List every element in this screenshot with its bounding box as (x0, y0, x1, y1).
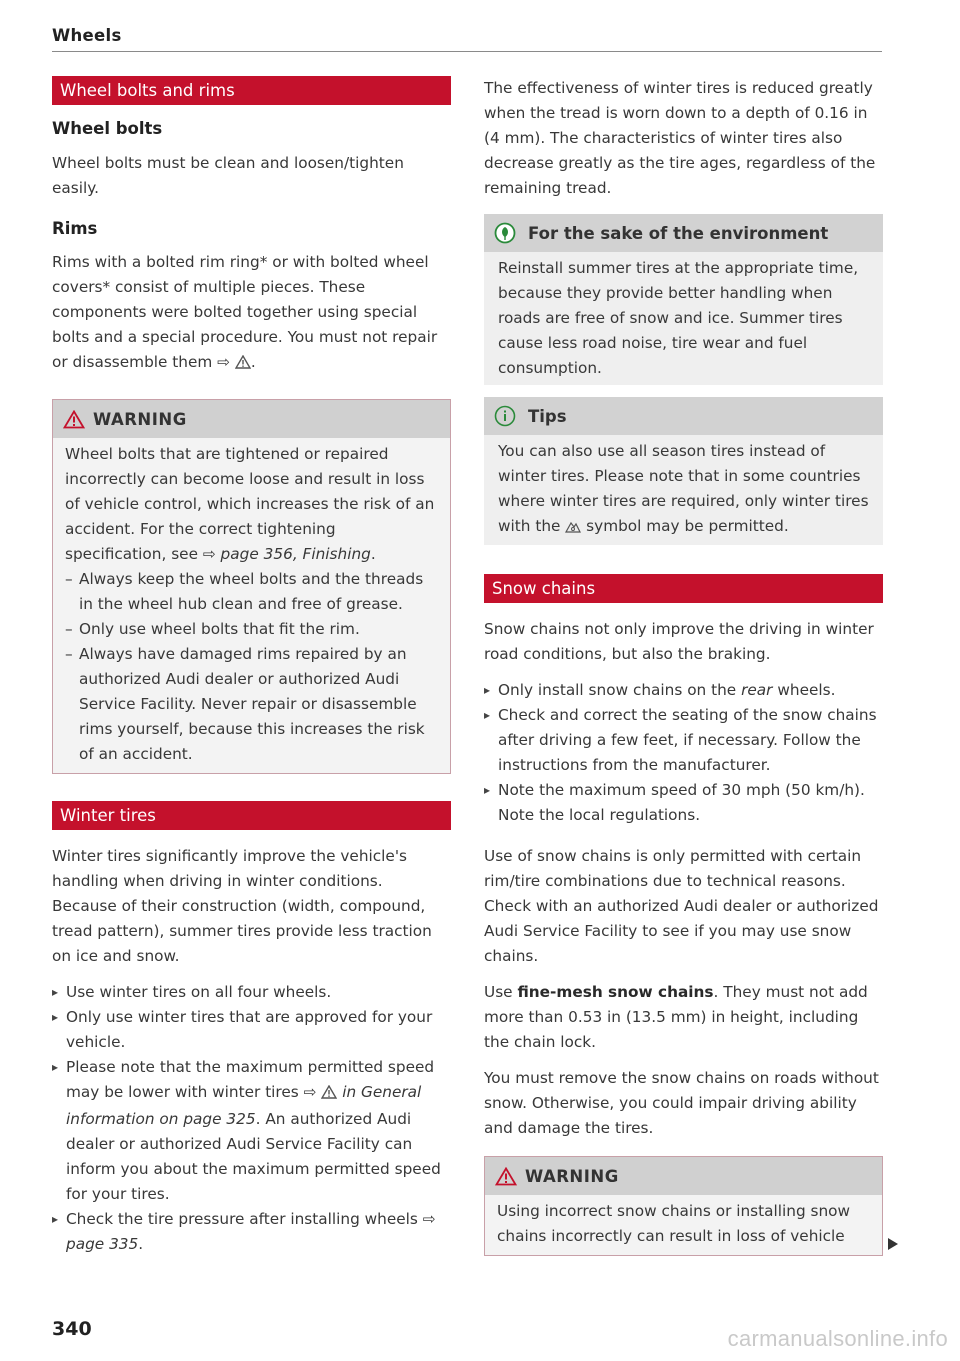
fine-mesh-bold: fine-mesh snow chains (517, 983, 714, 1001)
section-title-snow-chains: Snow chains (484, 574, 883, 603)
wheel-bolts-text: Wheel bolts must be clean and loosen/tighten easily. (52, 154, 404, 197)
list-item (52, 1207, 451, 1257)
tips-text-pre: You can also use all season tires instead of winter tires. Please note that in some countries where winter tires are required, only winter tires with the (498, 442, 869, 535)
list-item-text: . An authorized Audi dealer or authorized Audi Service Facility can inform you about the maximum permitted speed for your tires. (66, 1110, 441, 1203)
warning-ref-icon[interactable] (235, 352, 251, 377)
list-item (484, 678, 883, 703)
subheading-wheel-bolts: Wheel bolts (52, 119, 163, 138)
warning-intro-text: Wheel bolts that are tightened or repaired incorrectly can become loose and result in loss of vehicle control, which increases the risk of an accident. For the correct tightening specification, see (65, 445, 435, 563)
rims-text-end: . (250, 353, 256, 371)
warning-list (65, 567, 438, 767)
warning-header (53, 400, 450, 438)
list-item-text: wheels. (777, 681, 836, 699)
warning-intro-end: . (370, 545, 376, 563)
fine-mesh-text-pre: Use (484, 983, 513, 1001)
subheading-rims: Rims (52, 219, 98, 238)
remove-chains-text: You must remove the snow chains on roads without snow. Otherwise, you could impair driving ability and damage the tires. (484, 1069, 879, 1137)
list-item: ▸ Only use winter tires that are approved for your vehicle. (52, 1005, 451, 1055)
page-ref-link[interactable]: in General information on page 325 (66, 1083, 422, 1128)
tips-title: Tips (528, 406, 567, 426)
rims-text-body: Rims with a bolted rim ring* or with bolted wheel covers* consist of multiple pieces. These components were bolted together using special bolts and a special procedure. You must not repair or disassemble them ⇨ (52, 253, 438, 371)
info-icon (494, 405, 516, 427)
header-divider (52, 51, 882, 52)
environment-leaf-icon (494, 222, 516, 244)
warning-label: WARNING (93, 409, 187, 429)
page-ref-link[interactable]: ⇨ page 335 (66, 1210, 436, 1253)
warning-triangle-icon (63, 410, 85, 429)
watermark: carmanualsonline.info (727, 1326, 948, 1351)
section-title-wheel-bolts-rims: Wheel bolts and rims (52, 76, 451, 105)
snow-chains-text: Snow chains not only improve the driving in winter road conditions, but also the braking. (484, 620, 874, 663)
tips-text-post: symbol may be permitted. (586, 517, 789, 535)
right-column (484, 76, 883, 1256)
list-item-text: . (138, 1235, 144, 1253)
warning-triangle-icon (495, 1167, 517, 1186)
warning-box-wheel-bolts (52, 399, 451, 774)
environment-text: Reinstall summer tires at the appropriate time, because they provide better handling when roads are free of snow and ice. Summer tires cause less road noise, tire wear and fuel consumption. (498, 259, 859, 377)
mountain-snowflake-icon (565, 516, 581, 541)
continue-arrow-icon (888, 1238, 898, 1250)
rims-text (52, 250, 451, 377)
list-item-text: Check the tire pressure after installing wheels (66, 1210, 418, 1228)
fine-mesh-text-post: . They must not add more than 0.53 in (13.5 mm) in height, including the chain lock. (484, 983, 868, 1051)
snow-chains-permitted-text: Use of snow chains is only permitted with certain rim/tire combinations due to technical reasons. Check with an authorized Audi dealer or authorized Audi Service Facility to see if you may use snow chains. (484, 847, 879, 965)
snow-chains-list (484, 678, 883, 828)
list-item-text: Only install snow chains on the (498, 681, 737, 699)
tips-box (484, 397, 883, 545)
environment-header (484, 214, 883, 252)
list-item-emphasis: rear (741, 681, 773, 699)
warning-ref-icon[interactable] (321, 1082, 337, 1107)
environment-title: For the sake of the environment (528, 223, 829, 243)
warning-intro (65, 442, 438, 567)
section-header: Wheels (52, 26, 122, 45)
page-ref-link[interactable]: ⇨ page 356, Finishing (202, 545, 371, 563)
warning-label: WARNING (525, 1166, 619, 1186)
environment-note-box (484, 214, 883, 385)
warning-header (485, 1157, 882, 1195)
section-title-winter-tires: Winter tires (52, 801, 451, 830)
list-item: ▸ Note the maximum speed of 30 mph (50 km/h). Note the local regulations. (484, 778, 883, 828)
list-item: ▸ Use winter tires on all four wheels. (52, 980, 451, 1005)
winter-effectiveness-text: The effectiveness of winter tires is reduced greatly when the tread is worn down to a depth of 0.16 in (4 mm). The characteristics of winter tires also decrease greatly as the tire ages, regardless of the remaining tread. (484, 79, 876, 197)
list-item: – Always have damaged rims repaired by an authorized Audi dealer or authorized Audi Service Facility. Never repair or disassemble rims yourself, because this increases the risk of an accident. (65, 642, 438, 767)
warning-text: Using incorrect snow chains or installing snow chains incorrectly can result in loss of vehicle (497, 1202, 851, 1245)
page-number: 340 (52, 1318, 92, 1340)
tips-text (498, 439, 869, 541)
list-item (52, 1055, 451, 1207)
tips-header (484, 397, 883, 435)
list-item: ▸ Check and correct the seating of the snow chains after driving a few feet, if necessary. Follow the instructions from the manufacturer. (484, 703, 883, 778)
fine-mesh-text (484, 980, 883, 1055)
winter-tires-list (52, 980, 451, 1257)
list-item-text: Please note that the maximum permitted speed may be lower with winter tires ⇨ (66, 1058, 435, 1101)
left-column (52, 76, 451, 1257)
list-item: – Only use wheel bolts that fit the rim. (65, 617, 438, 642)
list-item: – Always keep the wheel bolts and the threads in the wheel hub clean and free of grease. (65, 567, 438, 617)
warning-box-snow-chains (484, 1156, 883, 1256)
winter-tires-text: Winter tires significantly improve the vehicle's handling when driving in winter conditions. Because of their construction (width, compound, tread pattern), summer tires provide less traction on ice and snow. (52, 847, 432, 965)
